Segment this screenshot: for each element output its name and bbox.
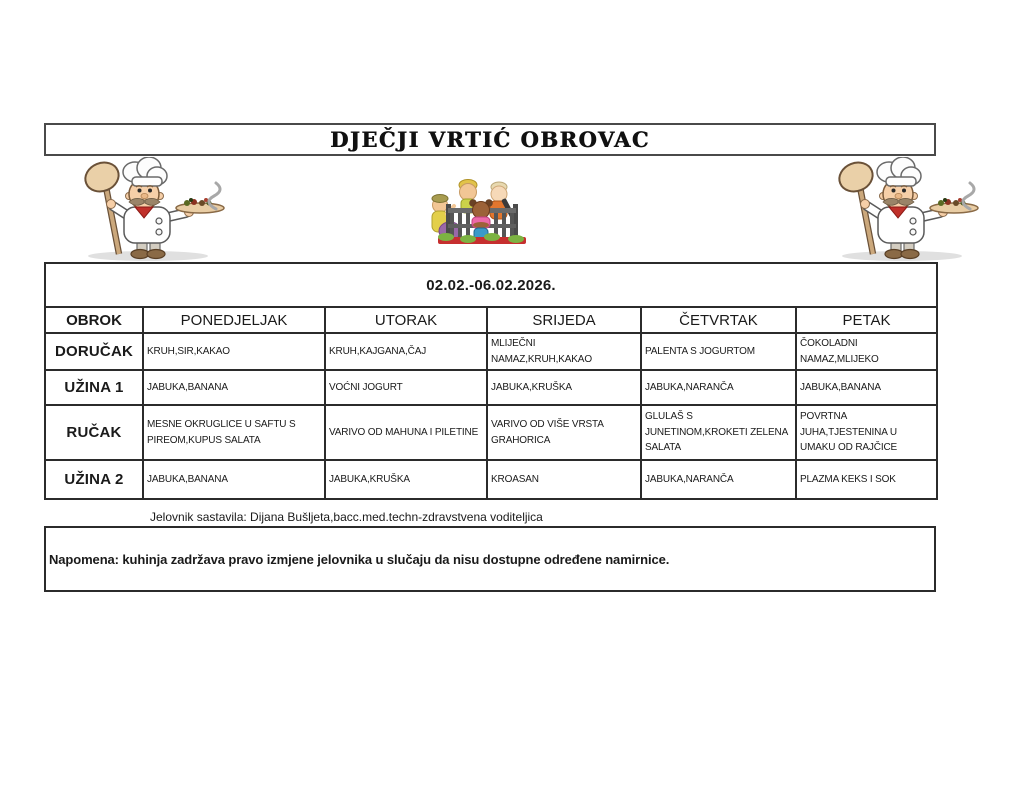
- menu-cell: ČOKOLADNI NAMAZ,MLIJEKO: [796, 333, 937, 370]
- chef-clipart-left: [56, 157, 238, 263]
- menu-cell: POVRTNA JUHA,TJESTENINA U UMAKU OD RAJČICE: [796, 405, 937, 460]
- date-range: 02.02.-06.02.2026.: [45, 263, 937, 307]
- menu-cell: JABUKA,BANANA: [143, 370, 325, 405]
- menu-cell: KRUH,SIR,KAKAO: [143, 333, 325, 370]
- menu-cell: PLAZMA KEKS I SOK: [796, 460, 937, 499]
- napomena-box: [44, 526, 936, 592]
- meal-label: RUČAK: [45, 405, 143, 460]
- date-row: [45, 263, 937, 307]
- table-row-rucak: [45, 405, 937, 460]
- table-row-uzina-2: [45, 460, 937, 499]
- meal-label: UŽINA 1: [45, 370, 143, 405]
- column-header-cetvrtak: ČETVRTAK: [641, 307, 796, 333]
- menu-cell: MLIJEČNI NAMAZ,KRUH,KAKAO: [487, 333, 641, 370]
- children-illustration: [432, 180, 526, 245]
- napomena-text: Napomena: kuhinja zadržava pravo izmjene jelovnika u slučaju da nisu dostupne određene namirnice.: [49, 551, 670, 567]
- column-header-obrok: OBROK: [45, 307, 143, 333]
- menu-cell: KROASAN: [487, 460, 641, 499]
- weekly-menu-table: [44, 262, 938, 500]
- column-header-petak: PETAK: [796, 307, 937, 333]
- menu-cell: JABUKA,BANANA: [143, 460, 325, 499]
- chef-clipart-right: [810, 157, 992, 263]
- menu-cell: VARIVO OD MAHUNA I PILETINE: [325, 405, 487, 460]
- menu-cell: PALENTA S JOGURTOM: [641, 333, 796, 370]
- menu-cell: MESNE OKRUGLICE U SAFTU S PIREOM,KUPUS SALATA: [143, 405, 325, 460]
- table-row-dorucak: [45, 333, 937, 370]
- column-header-srijeda: SRIJEDA: [487, 307, 641, 333]
- column-header-ponedjeljak: PONEDJELJAK: [143, 307, 325, 333]
- page-title: DJEČJI VRTIĆ OBROVAC: [330, 127, 650, 152]
- author-note: Jelovnik sastavila: Dijana Bušljeta,bacc.med.techn-zdravstvena voditeljica: [150, 510, 543, 524]
- chef-illustration: [835, 157, 978, 261]
- children-clipart: [420, 172, 546, 256]
- chef-illustration: [81, 157, 224, 261]
- column-header-utorak: UTORAK: [325, 307, 487, 333]
- menu-cell: JABUKA,KRUŠKA: [487, 370, 641, 405]
- meal-label: DORUČAK: [45, 333, 143, 370]
- menu-cell: JABUKA,KRUŠKA: [325, 460, 487, 499]
- header-row: [45, 307, 937, 333]
- meal-label: UŽINA 2: [45, 460, 143, 499]
- menu-cell: JABUKA,NARANČA: [641, 460, 796, 499]
- menu-cell: VARIVO OD VIŠE VRSTA GRAHORICA: [487, 405, 641, 460]
- menu-cell: KRUH,KAJGANA,ČAJ: [325, 333, 487, 370]
- menu-cell: VOĆNI JOGURT: [325, 370, 487, 405]
- menu-cell: GLULAŠ S JUNETINOM,KROKETI ZELENA SALATA: [641, 405, 796, 460]
- table-row-uzina-1: [45, 370, 937, 405]
- menu-cell: JABUKA,NARANČA: [641, 370, 796, 405]
- title-box: [44, 123, 936, 156]
- menu-cell: JABUKA,BANANA: [796, 370, 937, 405]
